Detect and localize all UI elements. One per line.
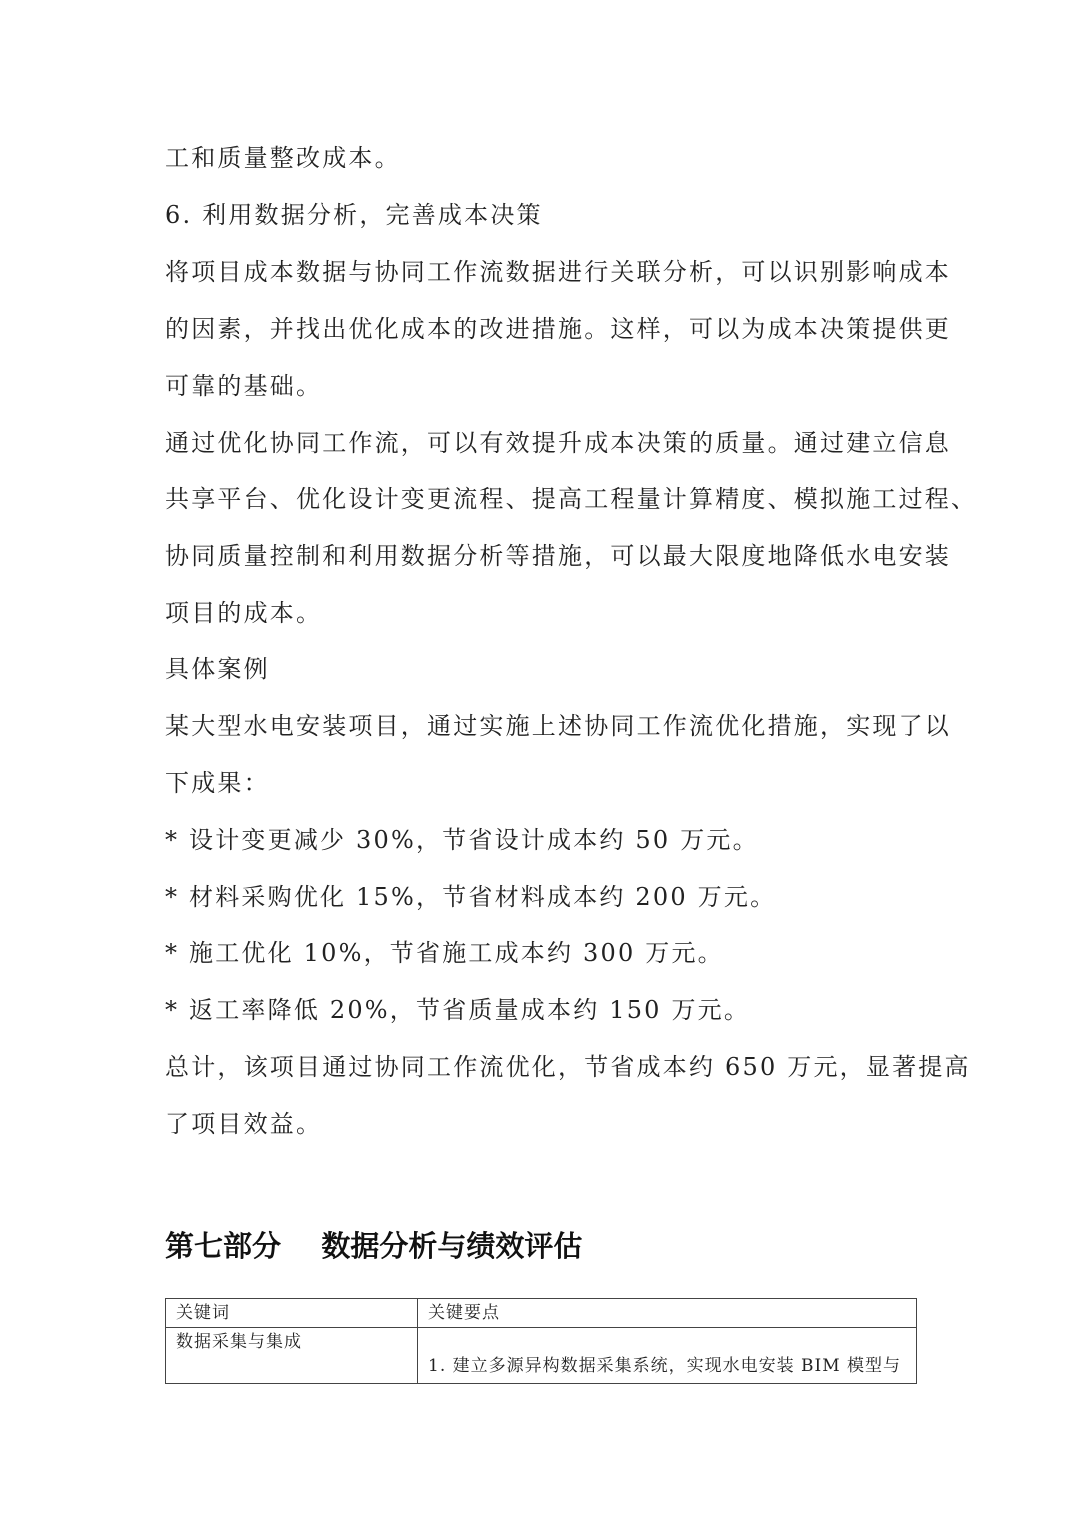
table-header-key-points: 关键要点 xyxy=(418,1299,917,1328)
paragraph-line: 项目的成本。 xyxy=(165,599,323,627)
table-header-keyword: 关键词 xyxy=(166,1299,418,1328)
section-heading: 第七部分 数据分析与绩效评估 xyxy=(165,1229,583,1263)
paragraph-line: 工和质量整改成本。 xyxy=(165,144,401,172)
subsection-title: 6. 利用数据分析，完善成本决策 xyxy=(165,201,543,229)
paragraph-line: 将项目成本数据与协同工作流数据进行关联分析，可以识别影响成本 xyxy=(165,258,951,286)
keyword-text: 数据采集与集成 xyxy=(176,1332,302,1352)
paragraph-line: 协同质量控制和利用数据分析等措施，可以最大限度地降低水电安装 xyxy=(165,542,951,570)
bullet-item: * 材料采购优化 15%，节省材料成本约 200 万元。 xyxy=(165,883,777,911)
paragraph-line: 某大型水电安装项目，通过实施上述协同工作流优化措施，实现了以 xyxy=(165,712,951,740)
table-cell-point xyxy=(418,1328,917,1384)
paragraph-line: 下成果： xyxy=(165,769,270,797)
key-points-table xyxy=(165,1298,917,1384)
bullet-item: * 施工优化 10%，节省施工成本约 300 万元。 xyxy=(165,939,724,967)
table-row xyxy=(166,1328,917,1384)
paragraph-line: 共享平台、优化设计变更流程、提高工程量计算精度、模拟施工过程、 xyxy=(165,485,978,513)
paragraph-line: 了项目效益。 xyxy=(165,1110,323,1138)
paragraph-line: 总计，该项目通过协同工作流优化，节省成本约 650 万元，显著提高 xyxy=(165,1053,971,1081)
bullet-item: * 设计变更减少 30%，节省设计成本约 50 万元。 xyxy=(165,826,759,854)
bullet-item: * 返工率降低 20%，节省质量成本约 150 万元。 xyxy=(165,996,751,1024)
case-title: 具体案例 xyxy=(165,655,270,683)
paragraph-line: 通过优化协同工作流，可以有效提升成本决策的质量。通过建立信息 xyxy=(165,429,951,457)
table-cell-keyword xyxy=(166,1328,418,1384)
paragraph-line: 的因素，并找出优化成本的改进措施。这样，可以为成本决策提供更 xyxy=(165,315,951,343)
point-text: 1. 建立多源异构数据采集系统，实现水电安装 BIM 模型与 xyxy=(428,1356,902,1376)
table-header-row xyxy=(166,1299,917,1328)
paragraph-line: 可靠的基础。 xyxy=(165,372,323,400)
